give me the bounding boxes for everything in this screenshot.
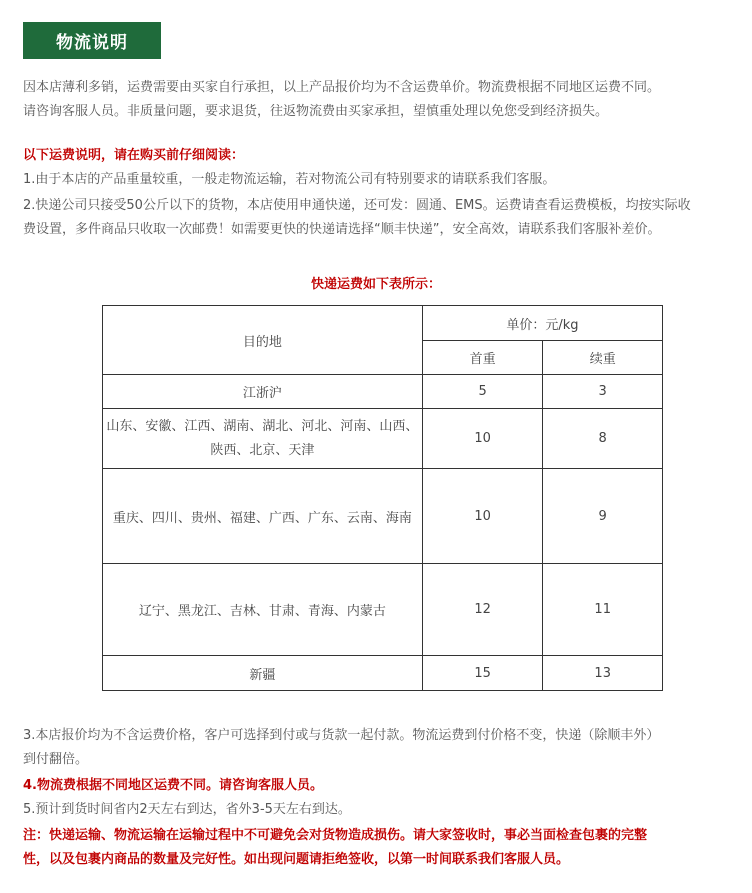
intro-line-2: 请咨询客服人员。非质量问题，要求退货，往返物流费由买家承担，望慎重处理以免您受到经济损失。 bbox=[23, 104, 609, 119]
shipping-rate-table bbox=[102, 305, 663, 691]
notice-item-1: 1.由于本店的产品重量较重，一般走物流运输，若对物流公司有特别要求的请联系我们客服。 bbox=[23, 172, 556, 187]
dest-text: 山东、安徽、江西、湖南、湖北、河北、河南、山西、 bbox=[106, 418, 419, 434]
next-weight-cell: 9 bbox=[543, 469, 663, 564]
section-title: 物流说明 bbox=[23, 22, 161, 59]
notice-item-2-line-2: 费设置，多件商品只收取一次邮费！如需要更快的快递请选择“顺丰快递”，安全高效，请联系我们客服补差价。 bbox=[23, 222, 661, 237]
table-row bbox=[103, 375, 663, 409]
dest-text: 辽宁、黑龙江、吉林、甘肃、青海、内蒙古 bbox=[138, 604, 386, 619]
first-weight-cell: 15 bbox=[422, 656, 543, 691]
first-weight-cell: 5 bbox=[422, 375, 543, 409]
next-weight-cell: 13 bbox=[543, 656, 663, 691]
next-weight-cell: 3 bbox=[543, 375, 663, 409]
dest-header: 目的地 bbox=[103, 306, 423, 375]
footer-item-4: 4.物流费根据不同地区运费不同。请咨询客服人员。 bbox=[23, 778, 323, 793]
next-weight-cell: 8 bbox=[543, 409, 663, 469]
footer-item-3-line-1: 3.本店报价均为不含运费价格，客户可选择到付或与货款一起付款。物流运费到付价格不变，快递（除顺丰外） bbox=[23, 728, 660, 743]
footer-note-line-1: 注：快递运输、物流运输在运输过程中不可避免会对货物造成损伤。请大家签收时，事必当面检查包裹的完整 bbox=[23, 828, 648, 843]
intro-line-1: 因本店薄利多销，运费需要由买家自行承担，以上产品报价均为不含运费单价。物流费根据不同地区运费不同。 bbox=[23, 80, 661, 95]
dest-text: 陕西、北京、天津 bbox=[210, 442, 315, 458]
first-weight-cell: 12 bbox=[422, 564, 543, 656]
dest-cell bbox=[103, 469, 423, 564]
footer-item-5: 5.预计到货时间省内2天左右到达，省外3-5天左右到达。 bbox=[23, 802, 351, 817]
first-weight-cell: 10 bbox=[422, 469, 543, 564]
dest-text: 新疆 bbox=[249, 667, 276, 683]
table-row bbox=[103, 656, 663, 691]
next-weight-header: 续重 bbox=[543, 341, 663, 375]
notice-heading: 以下运费说明，请在购买前仔细阅读： bbox=[23, 148, 245, 163]
dest-cell bbox=[103, 409, 423, 469]
table-row bbox=[103, 409, 663, 469]
footer-item-3-line-2: 到付翻倍。 bbox=[23, 752, 89, 767]
table-title: 快递运费如下表所示： bbox=[310, 277, 441, 292]
dest-text: 江浙沪 bbox=[242, 386, 282, 401]
first-weight-header: 首重 bbox=[422, 341, 543, 375]
footer-note-line-2: 性，以及包裹内商品的数量及完好性。如出现问题请拒绝签收，以第一时间联系我们客服人员。 bbox=[23, 852, 570, 867]
unit-header: 单价：元/kg bbox=[422, 306, 662, 341]
notice-item-2-line-1: 2.快递公司只接受50公斤以下的货物，本店使用申通快递，还可发：圆通、EMS。运费请查看运费模板，均按实际收 bbox=[23, 198, 691, 213]
dest-cell bbox=[103, 375, 423, 409]
dest-text: 重庆、四川、贵州、福建、广西、广东、云南、海南 bbox=[112, 510, 412, 526]
first-weight-cell: 10 bbox=[422, 409, 543, 469]
dest-cell bbox=[103, 564, 423, 656]
table-row bbox=[103, 469, 663, 564]
table-row bbox=[103, 564, 663, 656]
next-weight-cell: 11 bbox=[543, 564, 663, 656]
dest-cell bbox=[103, 656, 423, 691]
